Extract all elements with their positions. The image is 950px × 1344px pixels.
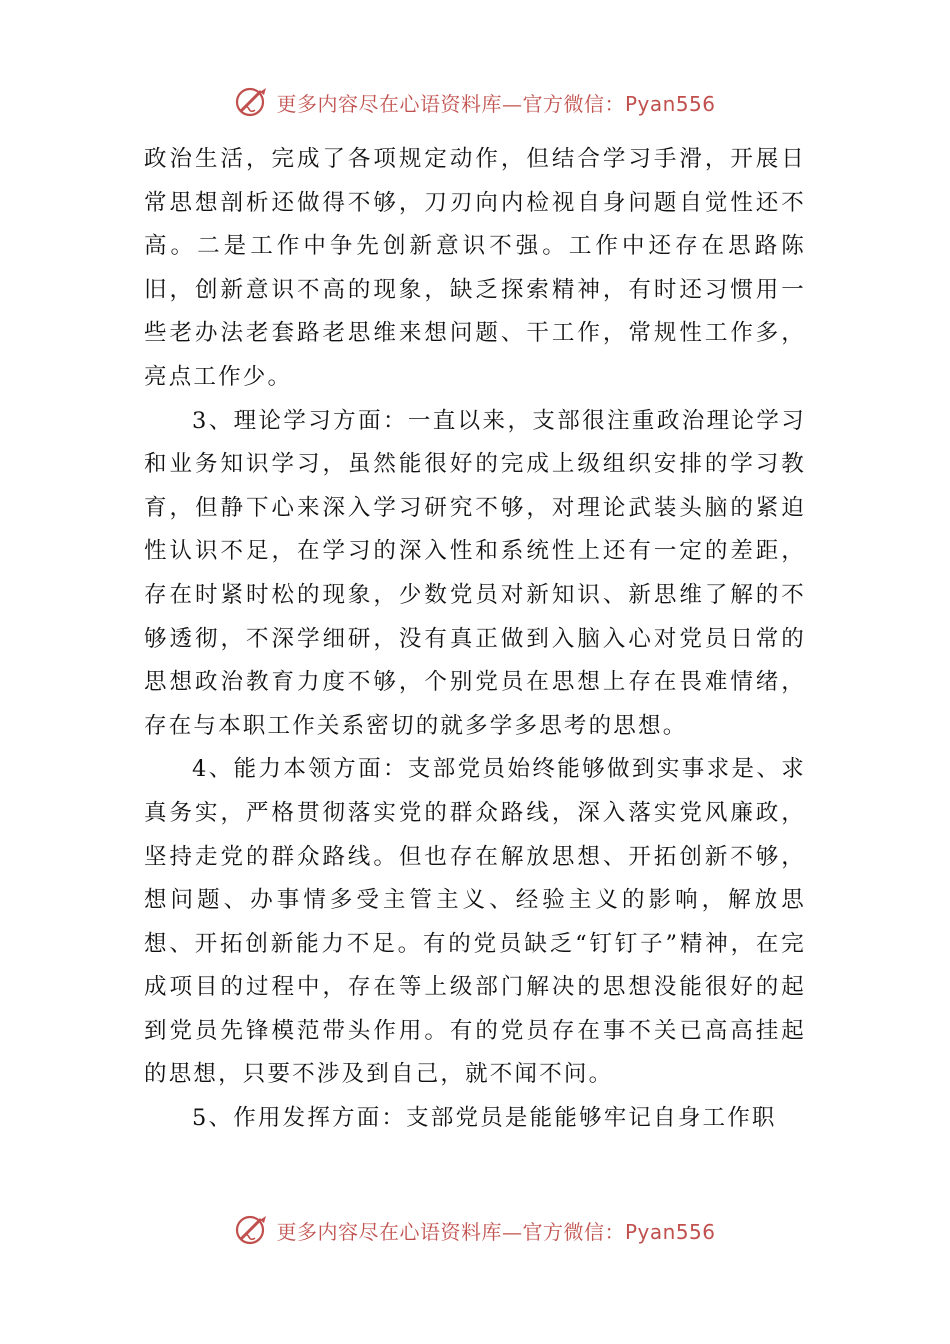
paragraph-theory-study: 3、理论学习方面：一直以来，支部很注重政治理论学习和业务知识学习，虽然能很好的完成上级组织安排的学习教育，但静下心来深入学习研究不够，对理论武装头脑的紧迫性认识不足，在学习的深入性和系统性上还有一定的差距，存在时紧时松的现象，少数党员对新知识、新思维了解的不够透彻，不深学细研，没有真正做到入脑入心对党员日常的思想政治教育力度不够，个别党员在思想上存在畏难情绪，存在与本职工作关系密切的就多学多思考的思想。 [144, 407, 806, 739]
paragraph-ability: 4、能力本领方面：支部党员始终能够做到实事求是、求真务实，严格贯彻落实党的群众路线，深入落实党风廉政，坚持走党的群众路线。但也存在解放思想、开拓创新不够，想问题、办事情多受主管主义、经验主义的影响，解放思想、开拓创新能力不足。有的党员缺乏“钉钉子”精神，在完成项目的过程中，存在等上级部门解决的思想没能很好的起到党员先锋模范带头作用。有的党员存在事不关已高高挂起的思想，只要不涉及到自己，就不闻不问。 [144, 756, 806, 1088]
footer-banner [0, 1208, 950, 1252]
header-banner [0, 80, 950, 124]
document-body [144, 138, 806, 1141]
paragraph-role: 5、作用发挥方面：支部党员是能能够牢记自身工作职 [192, 1105, 777, 1132]
header-banner-text [276, 88, 715, 117]
pen-logo-icon [234, 84, 270, 120]
footer-banner-label: 更多内容尽在心语资料库—官方微信： [276, 1219, 625, 1244]
header-banner-label: 更多内容尽在心语资料库—官方微信： [276, 91, 625, 116]
header-wechat-id: Pyan556 [624, 91, 716, 116]
footer-banner-text [276, 1216, 715, 1245]
footer-wechat-id: Pyan556 [624, 1219, 716, 1244]
pen-logo-icon [234, 1212, 270, 1248]
paragraph-continuation: 政治生活，完成了各项规定动作，但结合学习手滑，开展日常思想剖析还做得不够，刀刃向内检视自身问题自觉性还不高。二是工作中争先创新意识不强。工作中还存在思路陈旧，创新意识不高的现象，缺乏探索精神，有时还习惯用一些老办法老套路老思维来想问题、干工作，常规性工作多，亮点工作少。 [144, 146, 806, 390]
